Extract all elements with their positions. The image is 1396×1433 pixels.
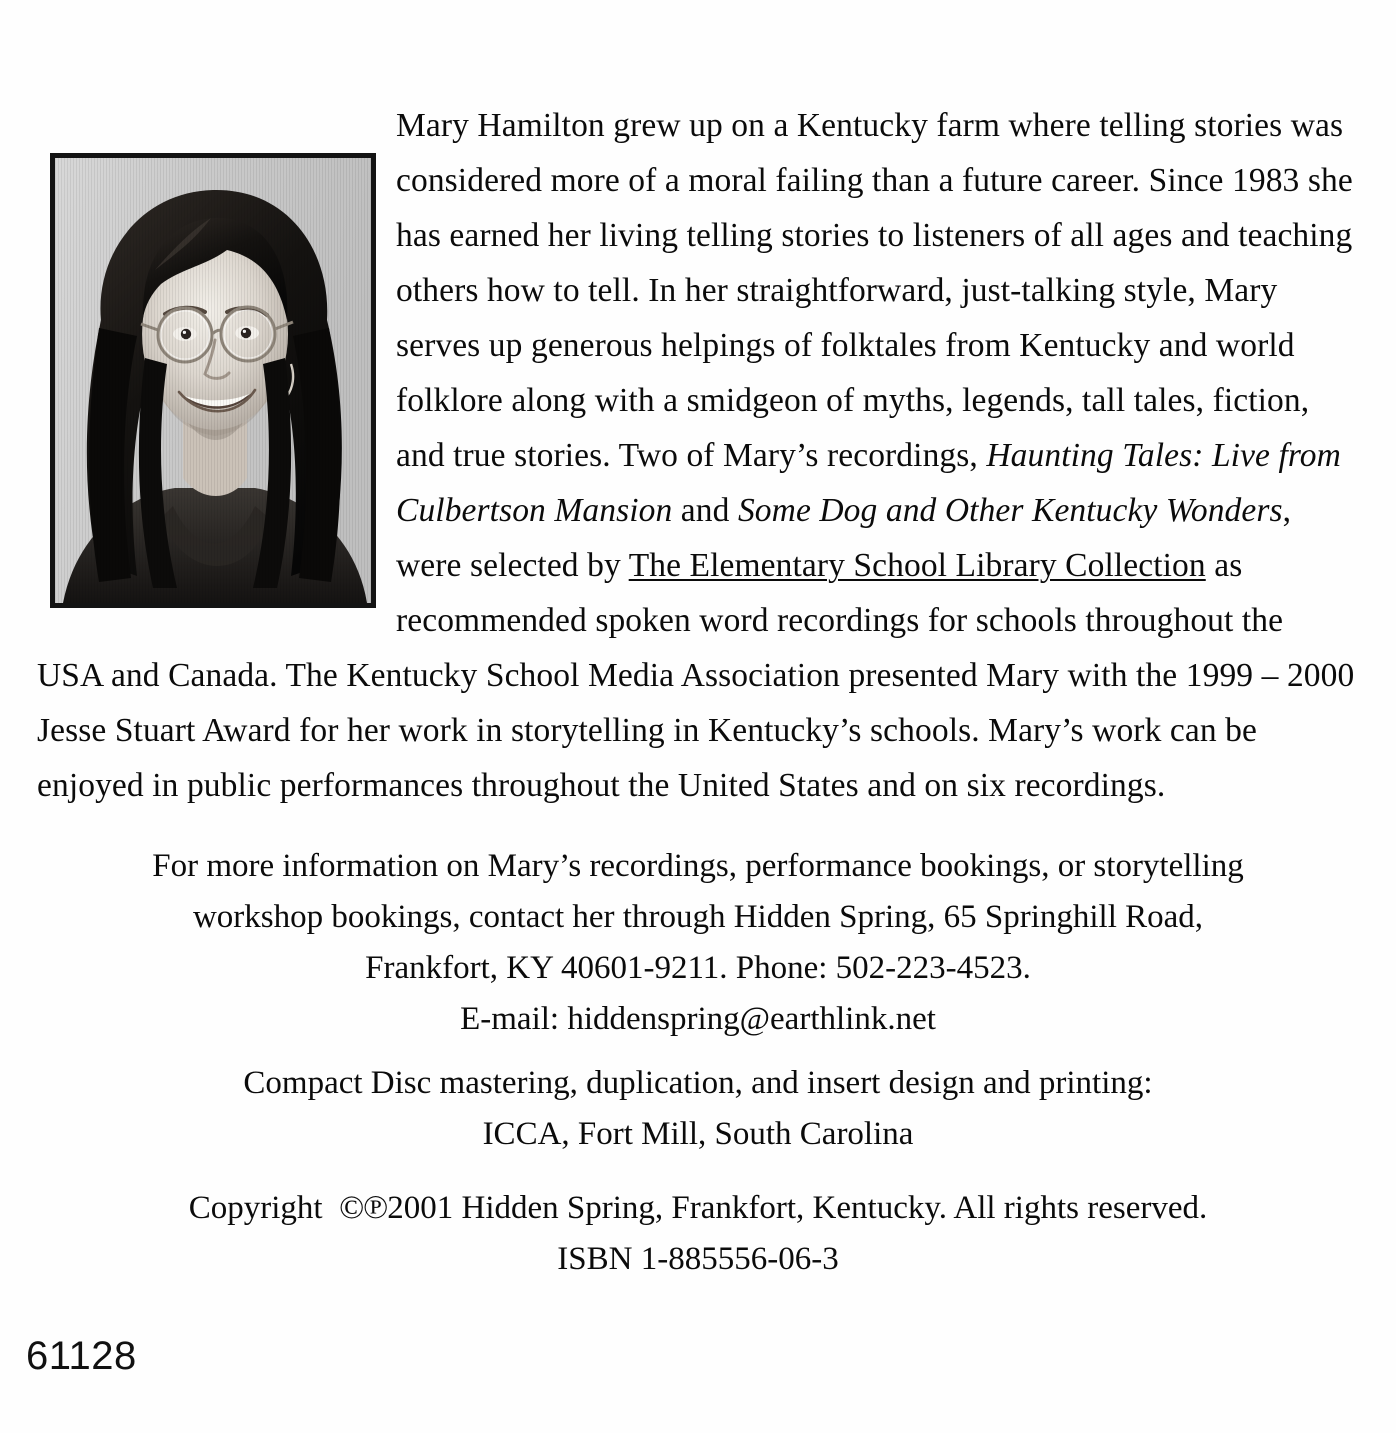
portrait-frame [50,153,376,608]
contact-line: Frankfort, KY 40601-9211. Phone: 502-223-4523. [365,950,1031,986]
publication-name: The Elementary School Library Collection [628,547,1206,584]
contact-information [0,841,1396,1045]
credits-line: ICCA, Fort Mill, South Carolina [482,1116,914,1152]
isbn-line: ISBN 1-885556-06-3 [557,1241,839,1277]
catalog-number: 61128 [26,1334,137,1378]
credits-line: Compact Disc mastering, duplication, and insert design and printing: [243,1065,1153,1101]
contact-line: For more information on Mary’s recordings, performance bookings, or storytelling [152,848,1244,884]
author-portrait [50,153,376,608]
biography-paragraph [37,98,1357,813]
contact-email-line: E-mail: hiddenspring@earthlink.net [460,1001,936,1037]
copyright-notice [0,1183,1396,1285]
portrait-illustration [55,158,371,603]
bio-text-part-4: as recommended spoken word recordings for schools throughout the USA and Canada. The Kentucky School Media Association presented Mary with the 1999 – 2000 Jesse Stuart Award for her work in storytelling in Kentucky’s schools. Mary’s work can be enjoyed in public performances throughout the United States and on six recordings. [37,547,1355,804]
contact-line: workshop bookings, contact her through Hidden Spring, 65 Springhill Road, [192,899,1204,935]
copyright-symbols: ©℗ [339,1190,388,1226]
production-credits [0,1058,1396,1160]
bio-text-part-1: Mary Hamilton grew up on a Kentucky farm where telling stories was considered more of a moral failing than a future career. Since 1983 she has earned her living telling stories to listeners of all ages and teaching others how to tell. In her straightforward, just-talking style, Mary serves up generous helpings of folktales from Kentucky and world folklore along with a smidgeon of myths, legends, tall tales, fiction, and true stories. Two of Mary’s recordings, [396,107,1353,474]
bio-text-part-3: , were selected by [396,492,1292,584]
recording-title-1: Haunting Tales: Live from Culbertson Mansion [396,437,1341,529]
copyright-label: Copyright [188,1190,323,1226]
copyright-statement: 2001 Hidden Spring, Frankfort, Kentucky. All rights reserved. [387,1190,1208,1226]
copyright-line [0,1183,1396,1234]
recording-title-2: Some Dog and Other Kentucky Wonders [737,492,1283,529]
bio-text-part-2: and [672,492,738,529]
